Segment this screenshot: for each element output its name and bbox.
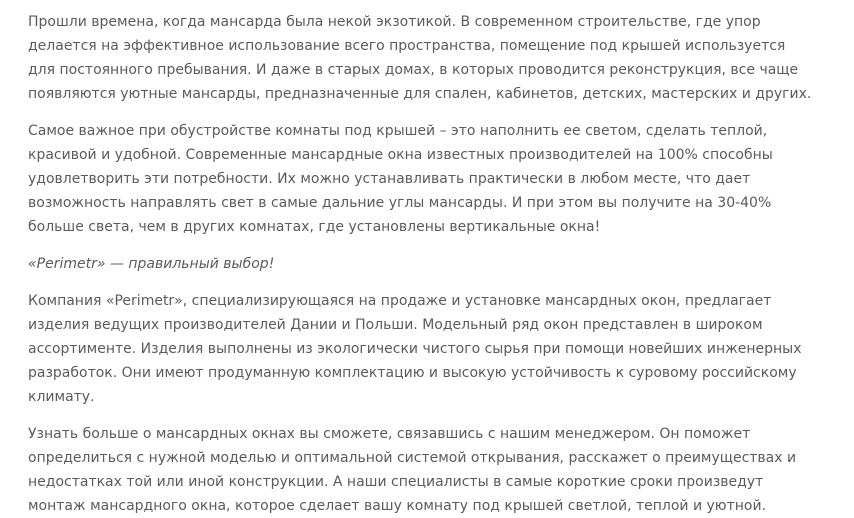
company-paragraph: Компания «Perimetr», специализирующаяся на продаже и установке мансардных окон, предлагает изделия ведущих производителей Дании и Польши. Модельный ряд окон представлен в широком ассортименте. Изделия выполнены из экологически чистого сырья при помощи новейших инженерных разработок. Они имеют продуманную комплектацию и высокую устойчивость к суровому российскому климату. bbox=[28, 293, 802, 405]
lighting-paragraph: Самое важное при обустройстве комнаты под крышей – это наполнить ее светом, сделать теплой, красивой и удобной. Современные мансардные окна известных производителей на 100% способны удовлетворить эти потребности. Их можно устанавливать практически в любом месте, что дает возможность направлять свет в самые дальние углы мансарды. И при этом вы получите на 30-40% больше света, чем в других комнатах, где установлены вертикальные окна! bbox=[28, 123, 773, 235]
intro-paragraph: Прошли времена, когда мансарда была некой экзотикой. В современном строительстве, где упор делается на эффективное использование всего пространства, помещение под крышей используется для постоянного пребывания. И даже в старых домах, в которых проводится реконструкция, все чаще появляются уютные мансарды, предназначенные для спален, кабинетов, детских, мастерских и других. bbox=[28, 14, 812, 102]
contact-paragraph: Узнать больше о мансардных окнах вы сможете, связавшись с нашим менеджером. Он поможет определиться с нужной моделью и оптимальной системой открывания, расскажет о преимуществах и недостатках той или иной конструкции. А наши специалисты в самые короткие сроки произведут монтаж мансардного окна, которое сделает вашу комнату под крышей светлой, теплой и уютной. bbox=[28, 426, 797, 514]
tagline: «Perimetr» — правильный выбор! bbox=[28, 256, 275, 272]
